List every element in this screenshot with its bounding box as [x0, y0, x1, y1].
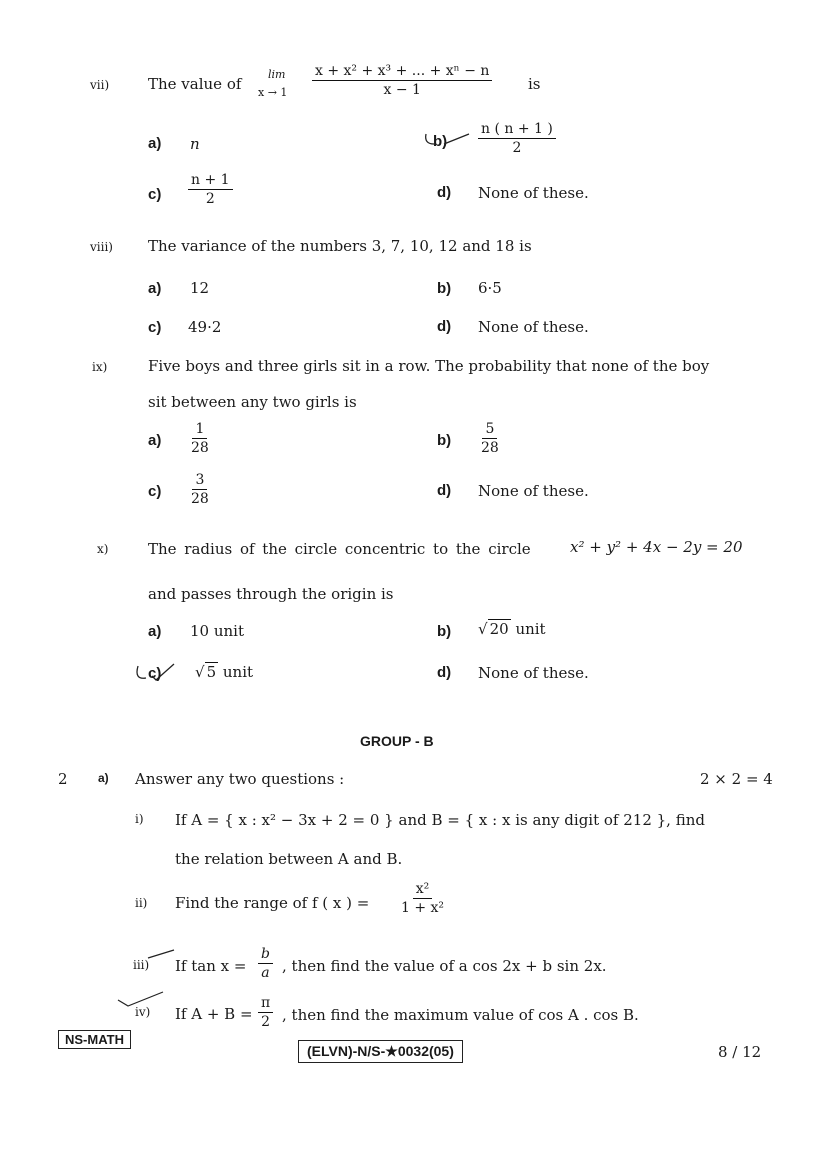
question-text: Five boys and three girls sit in a row. The probability that none of the boy	[148, 357, 710, 375]
instruction: Answer any two questions :	[135, 770, 345, 788]
lim-sub: x → 1	[258, 86, 288, 99]
radicand: 20	[489, 620, 509, 638]
radicand: 5	[206, 663, 217, 681]
question-text-cont: and passes through the origin is	[148, 585, 394, 603]
question-text: The variance of the numbers 3, 7, 10, 12 and 18 is	[148, 237, 532, 255]
question-label: ix)	[92, 360, 108, 374]
question-text: The radius of the circle concentric to the circle	[148, 540, 531, 558]
numerator: b	[258, 945, 273, 964]
numerator: n ( n + 1 )	[478, 120, 556, 139]
range-fraction	[398, 880, 447, 917]
option-d: None of these.	[478, 482, 589, 500]
limit-fraction	[312, 62, 492, 99]
question-text-cont: sit between any two girls is	[148, 393, 357, 411]
pen-tick-mark	[134, 660, 184, 684]
tan-fraction	[258, 945, 273, 982]
option-label: a)	[148, 280, 162, 297]
option-label: b)	[437, 280, 452, 297]
numerator: x + x² + x³ + ... + xⁿ − n	[312, 62, 492, 81]
option-label: d)	[437, 184, 452, 201]
option-d: None of these.	[478, 184, 589, 202]
question-text: The value of	[148, 75, 242, 93]
option-label: d)	[437, 318, 452, 335]
denominator: 2	[261, 1014, 271, 1030]
option-label: c)	[148, 186, 162, 203]
item-label: iv)	[135, 1005, 151, 1019]
item-text: If A = { x : x² − 3x + 2 = 0 } and B = { x : x is any digit of 212 }, find	[175, 811, 705, 829]
numerator: 3	[192, 471, 207, 490]
option-label: d)	[437, 482, 452, 499]
option-label: c)	[148, 665, 162, 682]
marks: 2 × 2 = 4	[700, 770, 773, 788]
numerator: n + 1	[188, 171, 233, 190]
page-number: 8 / 12	[718, 1043, 762, 1061]
denominator: x − 1	[383, 82, 421, 98]
item-text: If tan x =	[175, 957, 247, 975]
option-label: a)	[148, 432, 162, 449]
unit: unit	[515, 620, 546, 638]
option-a	[188, 420, 212, 457]
question-label: viii)	[90, 240, 113, 254]
pen-tick-mark	[118, 990, 178, 1010]
item-label: ii)	[135, 896, 148, 910]
option-label: b)	[437, 432, 452, 449]
option-a: 10 unit	[190, 622, 245, 640]
option-d: None of these.	[478, 318, 589, 336]
denominator: 28	[191, 491, 209, 507]
numerator: π	[258, 994, 273, 1013]
denominator: 28	[191, 440, 209, 456]
option-c	[188, 171, 233, 208]
option-c	[188, 471, 212, 508]
option-label: a)	[148, 623, 162, 640]
item-label: i)	[135, 812, 144, 826]
group-title: GROUP - B	[360, 733, 434, 749]
item-text-cont: , then find the maximum value of cos A . cos B.	[282, 1006, 639, 1024]
option-b: √ 20 unit	[478, 620, 546, 638]
numerator: 1	[192, 420, 207, 439]
option-label: c)	[148, 483, 162, 500]
denominator: 2	[512, 140, 522, 156]
pen-tick-mark	[424, 130, 474, 150]
pen-tick-mark	[130, 948, 180, 962]
pi-fraction	[258, 994, 273, 1031]
subject-code-box: NS-MATH	[58, 1030, 131, 1049]
option-label: b)	[437, 623, 452, 640]
part-label: a)	[98, 771, 109, 785]
option-b	[478, 120, 556, 157]
option-b	[478, 420, 502, 457]
question-suffix: is	[528, 75, 541, 93]
item-text: If A + B =	[175, 1005, 253, 1023]
option-b: 6·5	[478, 279, 502, 297]
option-a: 12	[190, 279, 210, 297]
unit: unit	[222, 663, 254, 681]
numerator: 5	[482, 420, 497, 439]
option-label: b)	[433, 133, 448, 150]
denominator: a	[261, 965, 270, 981]
lim-label: lim	[268, 68, 286, 81]
option-d: None of these.	[478, 664, 589, 682]
denominator: 2	[205, 191, 215, 207]
item-text-cont: the relation between A and B.	[175, 850, 403, 868]
paper-code-box: (ELVN)-N/S-★0032(05)	[298, 1040, 463, 1063]
option-a: n	[190, 135, 200, 153]
circle-equation: x² + y² + 4x − 2y = 20	[570, 538, 743, 556]
question-label: vii)	[90, 78, 110, 92]
numerator: x²	[413, 880, 433, 899]
question-number: 2	[58, 770, 68, 788]
option-label: c)	[148, 319, 162, 336]
item-text-cont: , then find the value of a cos 2x + b sin 2x.	[282, 957, 607, 975]
denominator: 28	[481, 440, 499, 456]
item-label: iii)	[133, 958, 150, 972]
option-label: a)	[148, 135, 162, 152]
question-label: x)	[97, 542, 109, 556]
item-text: Find the range of f ( x ) =	[175, 894, 370, 912]
option-c: 49·2	[188, 318, 222, 336]
denominator: 1 + x²	[401, 900, 445, 916]
option-c: √ 5 unit	[195, 663, 254, 681]
option-label: d)	[437, 664, 452, 681]
